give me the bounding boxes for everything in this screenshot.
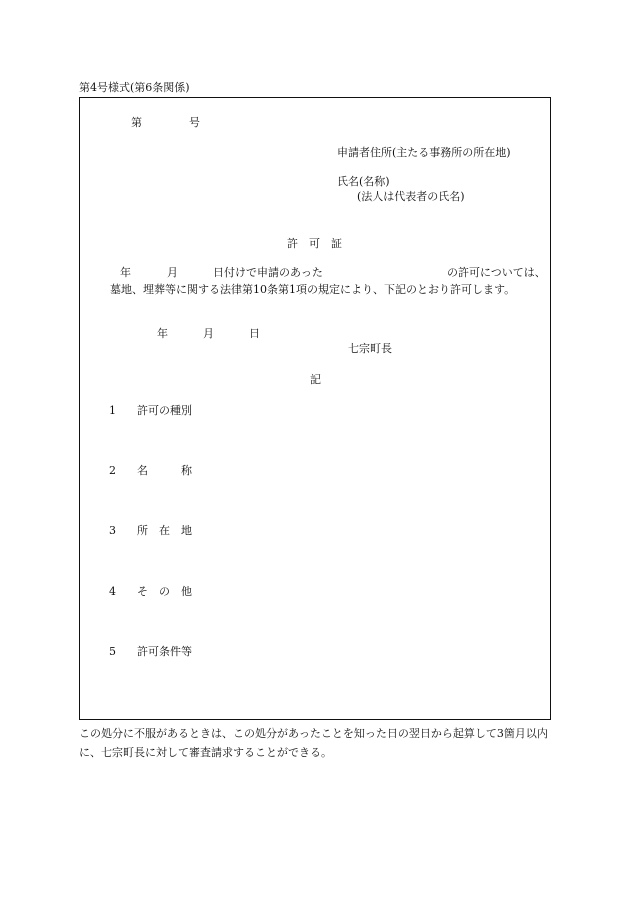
- issuer-name: 七宗町長: [348, 342, 392, 355]
- item-4-number: 4: [109, 585, 116, 598]
- form-label: 第4号様式(第6条関係): [79, 81, 190, 94]
- body-year: 年: [120, 266, 131, 279]
- number-dai: 第: [131, 116, 142, 129]
- item-1-number: 1: [109, 404, 116, 417]
- issue-month: 月: [203, 327, 214, 340]
- body-month: 月: [167, 266, 178, 279]
- item-4-label: そ の 他: [137, 585, 192, 598]
- applicant-name-label: 氏名(名称): [337, 175, 390, 188]
- issue-day: 日: [249, 327, 260, 340]
- item-5-label: 許可条件等: [137, 645, 192, 658]
- item-2-label: 名 称: [137, 464, 192, 477]
- item-5-number: 5: [109, 645, 116, 658]
- number-go: 号: [189, 116, 200, 129]
- item-3-label: 所 在 地: [137, 524, 192, 537]
- applicant-representative-label: (法人は代表者の氏名): [357, 190, 465, 203]
- footer-note: この処分に不服があるときは、この処分があったことを知った日の翌日から起算して3箇月以内に、七宗町長に対して審査請求することができる。: [79, 727, 548, 759]
- page-title: 許 可 証: [287, 237, 342, 250]
- body-date-applied: 日付けで申請のあった: [213, 266, 323, 279]
- body-line2: 墓地、埋葬等に関する法律第10条第1項の規定により、下記のとおり許可します。: [110, 283, 516, 296]
- ki-heading: 記: [310, 373, 321, 386]
- item-1-label: 許可の種別: [137, 404, 192, 417]
- body-permit-about: の許可については、: [447, 266, 546, 279]
- item-2-number: 2: [109, 464, 116, 477]
- item-3-number: 3: [109, 524, 116, 537]
- issue-year: 年: [157, 327, 168, 340]
- applicant-address-label: 申請者住所(主たる事務所の所在地): [337, 146, 511, 159]
